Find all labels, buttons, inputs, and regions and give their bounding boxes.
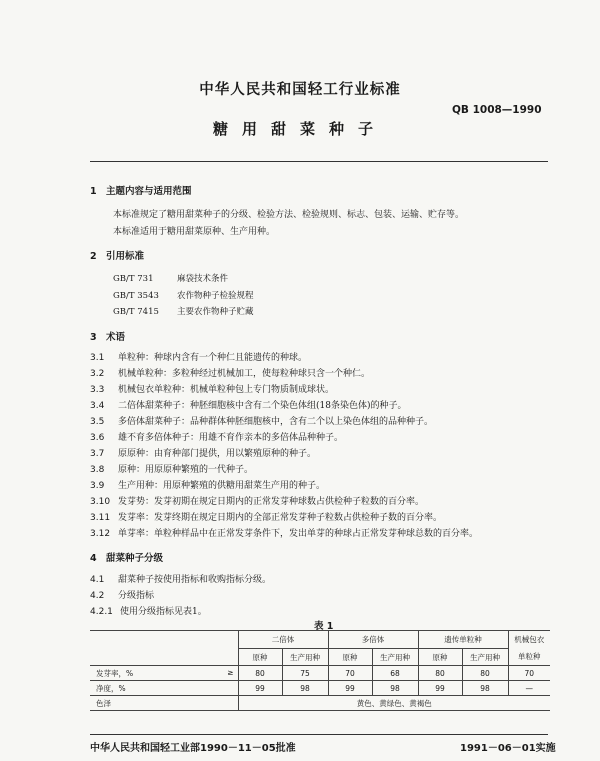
table-row: [90, 681, 550, 696]
effective-date: 1991－06－01实施: [460, 743, 556, 754]
header-rule: [90, 161, 548, 162]
table-subheader: 原种: [328, 649, 372, 666]
grading-item: 4.2 分级指标: [90, 591, 155, 601]
table-cell: 98: [282, 681, 328, 696]
standard-code: QB 1008—1990: [452, 104, 542, 116]
grading-table: [90, 630, 550, 711]
table-cell: 68: [372, 666, 418, 681]
approval-note: 中华人民共和国轻工业部1990－11－05批准: [90, 743, 296, 754]
section-4-heading: 4 甜菜种子分级: [90, 553, 164, 564]
table-row: [90, 696, 550, 711]
term-item: 3.1 单粒种：种球内含有一个种仁且能遗传的种球。: [90, 353, 308, 363]
section-3-heading: 3 术语: [90, 332, 126, 343]
section-1-heading: 1 主题内容与适用范围: [90, 186, 192, 197]
term-item: 3.9 生产用种：用原种繁殖的供糖用甜菜生产用的种子。: [90, 481, 326, 491]
term-item: 3.7 原原种：由育种部门提供，用以繁殖原种的种子。: [90, 449, 317, 459]
section-1-para-2: 本标准适用于糖用甜菜原种、生产用种。: [113, 227, 276, 237]
table-cell: 80: [418, 666, 462, 681]
table-cell: 80: [238, 666, 282, 681]
doc-title: 糖用甜菜种子: [212, 120, 387, 138]
table-cell: 98: [372, 681, 418, 696]
table-cell: 80: [462, 666, 508, 681]
table-cell: 70: [508, 666, 550, 681]
table-row-label: 发芽率，% ≥: [90, 666, 238, 681]
table-group-header: 遗传单粒种: [418, 631, 508, 649]
table-cell: 99: [418, 681, 462, 696]
term-item: 3.2 机械单粒种：多粒种经过机械加工，使每粒种球只含一个种仁。: [90, 369, 371, 379]
table-subheader: 生产用种: [372, 649, 418, 666]
table-caption: 表 1: [314, 621, 334, 632]
table-header-row: [90, 631, 550, 649]
table-subheader: 单粒种: [508, 649, 550, 666]
term-item: 3.10 发芽势：发芽初期在规定日期内的正常发芽种球数占供检种子粒数的百分率。: [90, 497, 425, 507]
reference-item: GB/T 3543 农作物种子检验规程: [113, 291, 254, 301]
table-row-label: 色泽: [90, 696, 238, 711]
reference-item: GB/T 731 麻袋技术条件: [113, 274, 229, 284]
table-cell: 70: [328, 666, 372, 681]
table-cell: 99: [238, 681, 282, 696]
reference-item: GB/T 7415 主要农作物种子贮藏: [113, 307, 254, 317]
table-cell: —: [508, 681, 550, 696]
section-1-para-1: 本标准规定了糖用甜菜种子的分级、检验方法、检验规则、标志、包装、运输、贮存等。: [113, 210, 465, 220]
term-item: 3.6 雄不育多倍体种子：用雄不育作亲本的多倍体品种种子。: [90, 433, 344, 443]
table-cell: 98: [462, 681, 508, 696]
grading-item: 4.1 甜菜种子按使用指标和收购指标分级。: [90, 575, 272, 585]
table-cell: 75: [282, 666, 328, 681]
term-item: 3.3 机械包衣单粒种：机械单粒种包上专门物质制成球状。: [90, 385, 335, 395]
term-item: 3.5 多倍体甜菜种子：品种群体种胚细胞核中，含有二个以上染色体组的品种种子。: [90, 417, 434, 427]
footer-rule: [90, 734, 548, 735]
grading-item: 4.2.1 使用分级指标见表1。: [90, 607, 207, 617]
table-group-header: 机械包衣: [508, 631, 550, 649]
term-item: 3.11 发芽率：发芽终期在规定日期内的全部正常发芽种子粒数占供检种子数的百分率。: [90, 513, 443, 523]
table-group-header: 二倍体: [238, 631, 328, 649]
term-item: 3.4 二倍体甜菜种子：种胚细胞核中含有二个染色体组(18条染色体)的种子。: [90, 401, 407, 411]
table-group-header: 多倍体: [328, 631, 418, 649]
org-title: 中华人民共和国轻工行业标准: [199, 82, 401, 98]
table-row-label: 净度，%: [90, 681, 238, 696]
table-subheader: 原种: [238, 649, 282, 666]
table-merged-cell: 黄色、黄绿色、黄褐色: [238, 696, 550, 711]
section-2-heading: 2 引用标准: [90, 251, 145, 262]
table-subheader: 生产用种: [282, 649, 328, 666]
term-item: 3.8 原种：用原原种繁殖的一代种子。: [90, 465, 254, 475]
term-item: 3.12 单芽率：单粒种样品中在正常发芽条件下，发出单芽的种球占正常发芽种球总数的百分率。: [90, 529, 479, 539]
table-cell: 99: [328, 681, 372, 696]
table-row: [90, 666, 550, 681]
table-subheader: 原种: [418, 649, 462, 666]
table-corner-cell: [90, 631, 238, 666]
table-subheader: 生产用种: [462, 649, 508, 666]
